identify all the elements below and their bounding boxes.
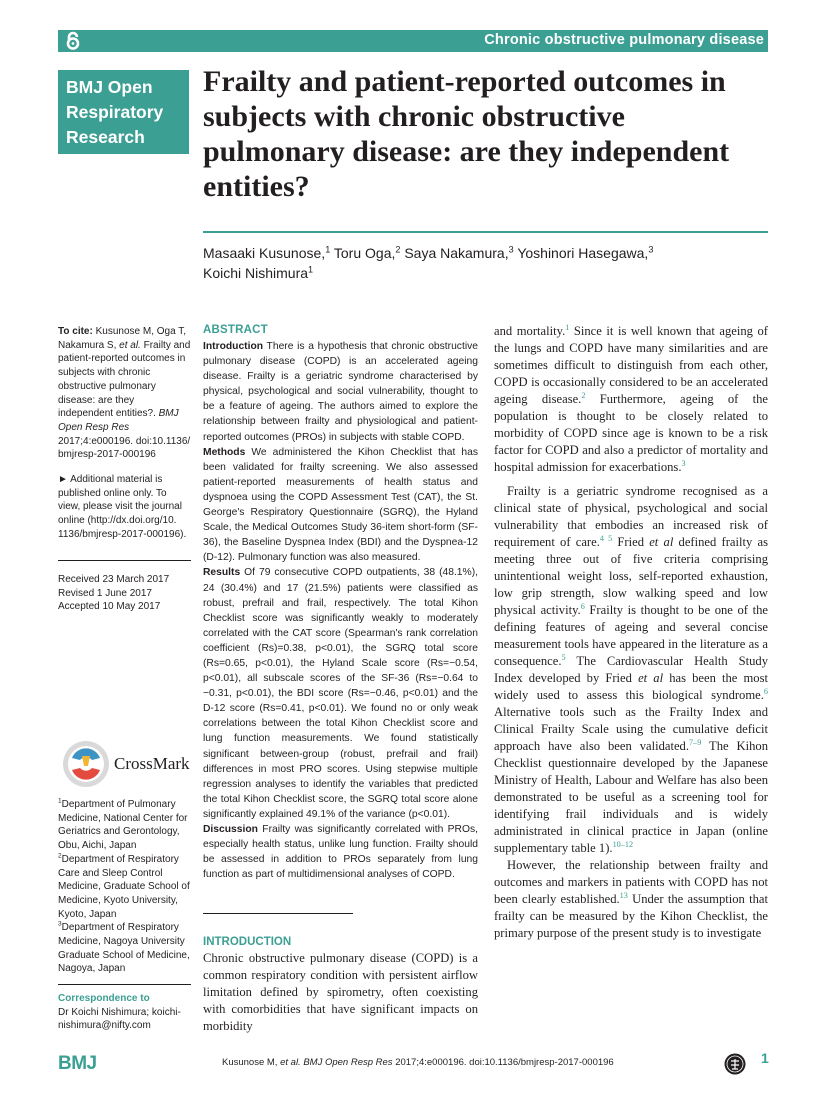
author-list bbox=[203, 243, 763, 283]
author-affil-ref: 3 bbox=[508, 244, 514, 255]
introduction-text: Chronic obstructive pulmonary disease (COPD) is a common respiratory condition with persistent airflow limitation defined by spirometry, often coexisting with comorbidities that have significant impacts on morbidity bbox=[203, 951, 478, 1033]
abstract-discussion bbox=[203, 822, 478, 882]
text-run: Frailty is thought to be one of the defining features of ageing and several concise measurement tools have appeared in the literature as a consequence. bbox=[494, 603, 768, 668]
paragraph bbox=[494, 323, 768, 476]
abstract-heading: ABSTRACT bbox=[203, 324, 268, 336]
correspondence-text[interactable]: Dr Koichi Nishimura; koichi-nishimura@nifty.com bbox=[58, 1006, 181, 1032]
reference-link[interactable]: 6 bbox=[763, 686, 768, 696]
text-run: Fried bbox=[617, 535, 644, 549]
introduction-body bbox=[203, 950, 478, 1035]
reference-link[interactable]: 7–9 bbox=[689, 737, 702, 747]
received-date: Received 23 March 2017 bbox=[58, 574, 170, 585]
cite-text: Kusunose M, Oga T, Nakamura S, bbox=[58, 326, 187, 351]
open-access-icon bbox=[64, 31, 82, 51]
accepted-date: Accepted 10 May 2017 bbox=[58, 601, 161, 613]
citation-block bbox=[58, 325, 191, 462]
abstract-intro-label: Introduction bbox=[203, 341, 264, 352]
society-seal-icon bbox=[724, 1053, 746, 1075]
text-run: et al bbox=[638, 671, 664, 685]
affiliation-number: 2 bbox=[58, 852, 62, 860]
abstract-divider bbox=[203, 913, 353, 914]
author-affil-ref: 3 bbox=[648, 244, 654, 255]
author: Toru Oga, bbox=[333, 245, 396, 261]
cite-journal: BMJ Open Resp Res bbox=[58, 408, 179, 433]
reference-link[interactable]: 5 bbox=[561, 652, 566, 662]
bullet-icon: ► bbox=[58, 474, 68, 485]
author: Yoshinori Hasegawa, bbox=[517, 245, 649, 261]
abstract-discussion-text: Frailty was significantly correlated with PROs, especially health status, unlike lung function. Frailty should be assessed in addition to PROs separately from lung function as part of multidimensional analyses of COPD. bbox=[203, 824, 478, 881]
text-run: Under the assumption that frailty can be measured by the Kihon Checklist, the primary purpose of the present study is to investigate bbox=[494, 892, 768, 940]
footer-cite-text: Kusunose M, bbox=[222, 1057, 278, 1068]
page-number: 1 bbox=[761, 1050, 769, 1066]
reference-link[interactable]: 13 bbox=[619, 890, 628, 900]
affiliations bbox=[58, 798, 191, 976]
affiliation-number: 3 bbox=[58, 921, 62, 928]
abstract-results bbox=[203, 565, 478, 822]
paragraph bbox=[494, 857, 768, 942]
affiliation-item bbox=[58, 921, 191, 976]
affiliation-text: Department of Respiratory Medicine, Nagoya University Graduate School of Medicine, Nagoya, Japan bbox=[58, 922, 190, 975]
cite-text: 2017;4:e000196. doi:10.1136/ bmjresp-2017-000196 bbox=[58, 435, 191, 461]
sidebar-divider bbox=[58, 984, 191, 985]
text-run: Frailty is a geriatric syndrome recognised as a clinical state of physical, psychological and social vulnerability that embodies an increased risk of requirement of care. bbox=[494, 484, 768, 549]
reference-link[interactable]: 3 bbox=[681, 458, 686, 468]
title-divider bbox=[203, 231, 768, 233]
crossmark-badge[interactable] bbox=[62, 740, 192, 790]
text-run: has been the most widely used to assess this biological syndrome. bbox=[494, 671, 768, 702]
cite-etal: et al. bbox=[119, 339, 141, 351]
abstract-results-label: Results bbox=[203, 567, 241, 579]
logo-line: Research bbox=[66, 127, 145, 147]
introduction-heading: INTRODUCTION bbox=[203, 936, 292, 948]
author: Saya Nakamura, bbox=[404, 245, 509, 261]
abstract-results-text: Of 79 consecutive COPD outpatients, 38 (48.1%), 24 (30.4%) and 17 (21.5%) patients were classified as robust, prefrail and frail, respectively. The total Kihon Checklist score was significantly weakly to moderately correlated with the CAT score (Spearman's rank correlation coefficient (Rs)=0.38, p<0.01), the SGRQ total score (Rs=0.65, p<0.01), the Hyland Scale score (Rs=−0.54, p<0.01), all subscale scores of the SF-36 (Rs=−0.64 to −0.31, p<0.01), the BDI score (Rs=−0.46, p<0.01) and the D-12 score (Rs=0.41, p<0.01). We found no or only weak correlations between the total Kihon Checklist score and lung function measurements. We found statistically significant between-group (robust, prefrail and frail) differences in most PRO scores. Using stepwise multiple regression analyses to identify the variables that predicted the total Kihon Checklist score, the SGRQ total score alone significantly explained 49.1% of the variance (p<0.01). bbox=[203, 567, 478, 820]
author-affil-ref: 1 bbox=[308, 264, 314, 275]
logo-line: BMJ Open bbox=[66, 77, 153, 97]
journal-section-label: Chronic obstructive pulmonary disease bbox=[484, 32, 764, 48]
text-run: et al bbox=[649, 535, 674, 549]
text-run: Furthermore, ageing of the population is thought to be closely related to morbidity of COPD since age is known to be a risk factor for COPD and also a predictor of mortality and hospital admission for exacerbations. bbox=[494, 392, 769, 474]
article-title: Frailty and patient-reported outcomes in subjects with chronic obstructive pulmonary disease: are they independent entities? bbox=[203, 65, 730, 203]
text-run: Alternative tools such as the Frailty Index and Clinical Frailty Scale using the cumulative deficit approach have also been validated. bbox=[494, 705, 768, 753]
affiliation-item bbox=[58, 853, 191, 922]
correspondence-label: Correspondence to bbox=[58, 993, 150, 1004]
text-run: The Cardiovascular Health Study Index developed by Fried bbox=[494, 654, 768, 685]
abstract-intro bbox=[203, 339, 478, 445]
bmj-logo: BMJ bbox=[58, 1053, 97, 1074]
sidebar-divider bbox=[58, 560, 191, 561]
footer-citation bbox=[222, 1057, 614, 1068]
affiliation-number: 1 bbox=[58, 797, 62, 805]
abstract-body bbox=[203, 339, 478, 882]
reference-link[interactable]: 10–12 bbox=[612, 839, 634, 849]
reference-link[interactable]: 6 bbox=[580, 601, 585, 611]
abstract-discussion-label: Discussion bbox=[203, 824, 258, 835]
footer-cite-doi: 2017;4:e000196. doi:10.1136/bmjresp-2017-000196 bbox=[395, 1057, 614, 1068]
abstract-methods bbox=[203, 445, 478, 566]
text-run: and mortality. bbox=[494, 324, 566, 338]
text-run: Since it is well known that ageing of the lungs and COPD have many similarities and are sometimes difficult to distinguish from each other, COPD is occasionally considered to be an accelerated ageing disease. bbox=[494, 324, 768, 406]
additional-material-text[interactable]: Additional material is published online only. To view, please visit the journal online (http://dx.doi.org/10. 1136/bmjresp-2017-000196). bbox=[58, 474, 187, 540]
additional-material-note bbox=[58, 473, 191, 542]
affiliation-text: Department of Pulmonary Medicine, National Center for Geriatrics and Gerontology, Obu, Aichi, Japan bbox=[58, 799, 188, 852]
abstract-intro-text: There is a hypothesis that chronic obstructive pulmonary disease (COPD) is an accelerated ageing disease. Frailty is a geriatric syndrome characterised by physical, psychological and social vulnerability, thought to be a feature of ageing. The authors aimed to explore the relationship between frailty and physiological and patient-reported outcomes (PROs) in subjects with stable COPD. bbox=[203, 341, 478, 443]
journal-header-bar bbox=[58, 30, 768, 52]
affiliation-item bbox=[58, 798, 191, 853]
reference-link[interactable]: 4 5 bbox=[599, 533, 613, 543]
author-affil-ref: 2 bbox=[395, 244, 401, 255]
journal-logo bbox=[58, 70, 189, 154]
crossmark-icon bbox=[62, 740, 110, 788]
article-dates bbox=[58, 573, 191, 614]
revised-date: Revised 1 June 2017 bbox=[58, 587, 152, 599]
affiliation-text: Department of Respiratory Care and Sleep Control Medicine, Graduate School of Medicine, Kyoto University, Kyoto, Japan bbox=[58, 853, 190, 920]
text-run: The Kihon Checklist questionnaire developed by the Japanese Ministry of Health, Labour and Welfare has also been demonstrated to be useful as a screening tool for identifying frail individuals and is widely administrated in clinical practice in Japan (online supplementary table 1). bbox=[494, 739, 768, 855]
body-right-column bbox=[494, 323, 768, 942]
author-affil-ref: 1 bbox=[325, 244, 331, 255]
footer-cite-journal: et al. BMJ Open Resp Res bbox=[280, 1057, 393, 1068]
text-run: However, the relationship between frailty and outcomes and markers in patients with COPD has not been clearly established. bbox=[494, 858, 768, 906]
cite-label: To cite: bbox=[58, 326, 93, 337]
abstract-methods-label: Methods bbox=[203, 446, 246, 458]
reference-link[interactable]: 2 bbox=[581, 390, 586, 400]
correspondence bbox=[58, 992, 191, 1033]
author: Masaaki Kusunose, bbox=[203, 245, 326, 261]
reference-link[interactable]: 1 bbox=[565, 322, 570, 332]
abstract-methods-text: We administered the Kihon Checklist that has been validated for frailty screening. We also assessed patient-reported measurements of health status and dyspnoea using the COPD Assessment Test (CAT), the St. George's Respiratory Questionnaire (SGRQ), the Hyland Scale, the Medical Outcomes Study 36-item short-form (SF-36), the Baseline Dyspnea Index (BDI) and the Dyspnea-12 (D-12). Pulmonary function was also measured. bbox=[203, 446, 478, 564]
cite-text: Frailty and patient-reported outcomes in subjects with chronic obstructive pulmonary disease: are they independent entities?. bbox=[58, 339, 191, 420]
paragraph bbox=[494, 483, 768, 857]
text-run: defined frailty as meeting three out of five criteria comprising unintentional weight loss, self-reported exhaustion, low grip strength, slow walking speed and low physical activity. bbox=[494, 535, 768, 617]
crossmark-label: CrossMark bbox=[114, 754, 190, 773]
logo-line: Respiratory bbox=[66, 102, 164, 122]
author: Koichi Nishimura bbox=[203, 265, 309, 281]
